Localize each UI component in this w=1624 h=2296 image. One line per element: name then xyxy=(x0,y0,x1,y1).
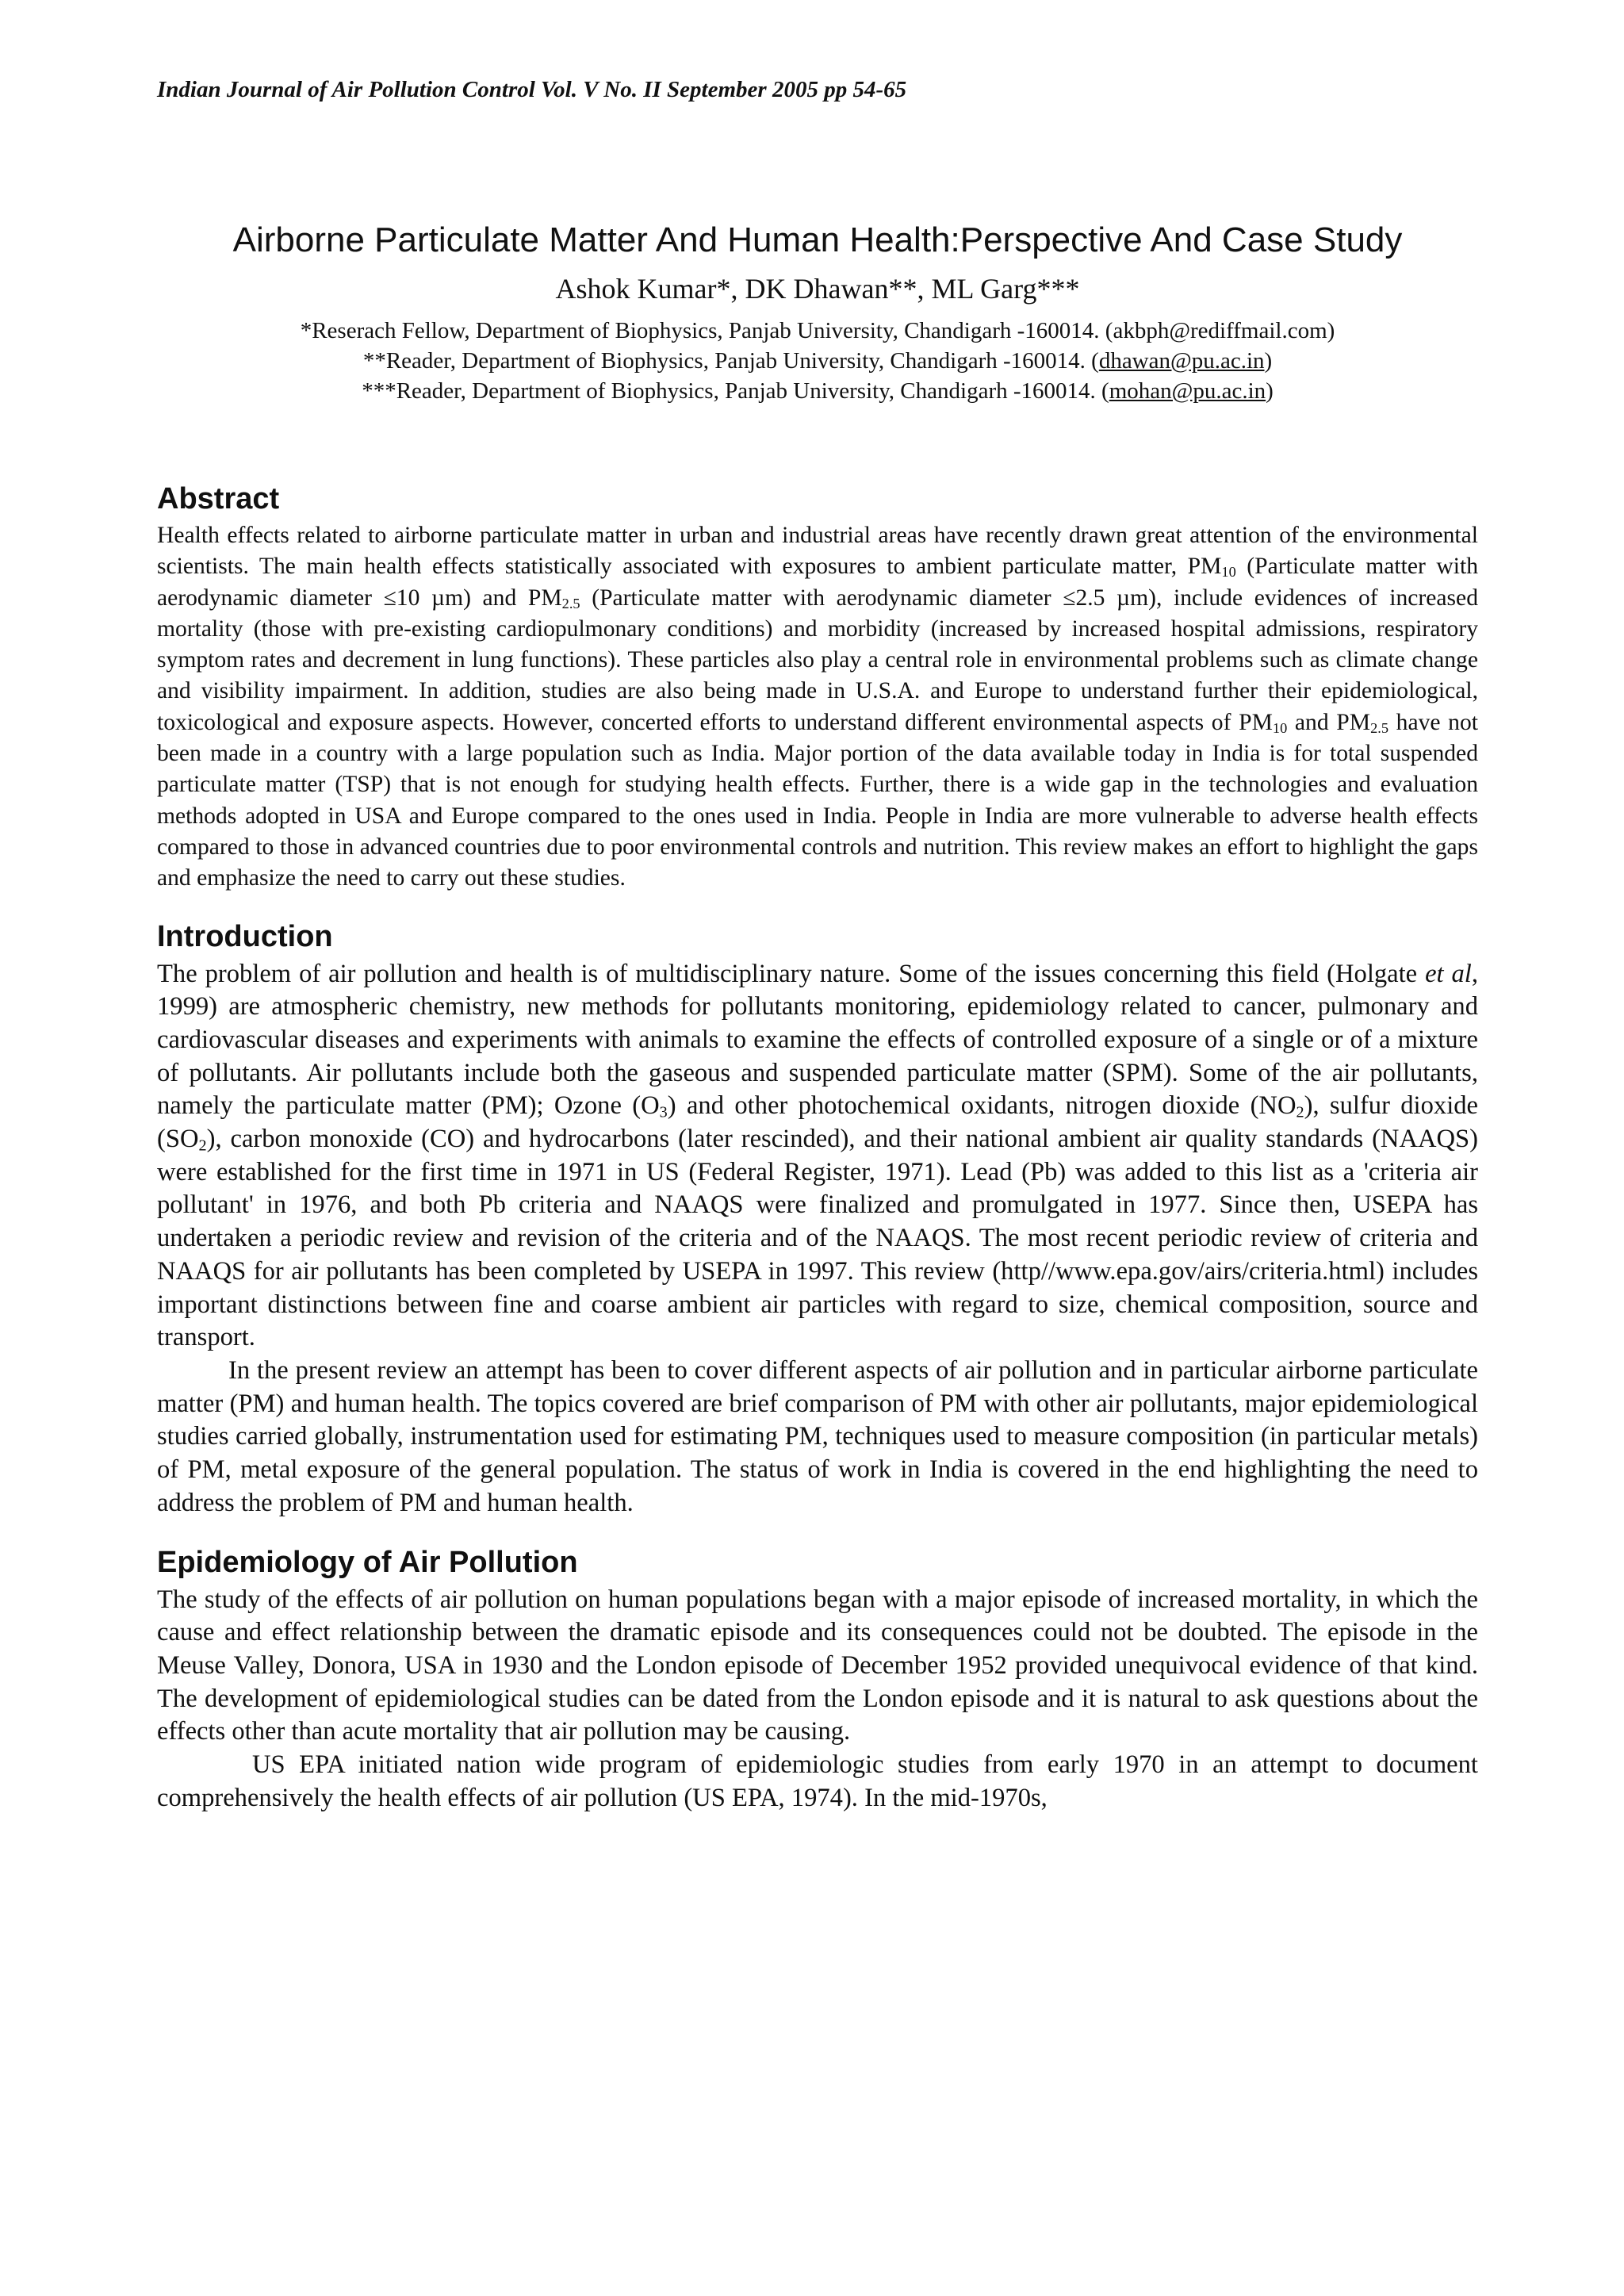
abstract-text-5: have not been made in a country with a large population such as India. Major portion of the data available today in India is for total suspended particulate matter (TSP) that is not enough for studying health effects. Further, there is a wide gap in the technologies and evaluation methods adopted in USA and Europe compared to the ones used in India. People in India are more vulnerable to adverse health effects compared to those in advanced countries due to poor environmental controls and nutrition. This review makes an effort to highlight the gaps and emphasize the need to carry out these studies. xyxy=(157,709,1478,891)
introduction-paragraph-1 xyxy=(157,958,1478,1355)
abstract-text-3: (Particulate matter with aerodynamic diameter ≤2.5 µm), include evidences of increased mortality (those with pre-existing cardiopulmonary conditions) and morbidity (increased by increased hospital admissions, respiratory symptom rates and decrement in lung functions). These particles also play a central role in environmental problems such as climate change and visibility impairment. In addition, studies are also being made in U.S.A. and Europe to understand further their epidemiological, toxicological and exposure aspects. However, concerted efforts to understand different environmental aspects of PM xyxy=(157,585,1478,735)
subscript: 2 xyxy=(198,1137,207,1155)
abstract-heading: Abstract xyxy=(157,482,280,516)
affiliation-2 xyxy=(157,346,1478,376)
intro-text-e: ), carbon monoxide (CO) and hydrocarbons (later rescinded), and their national ambient air quality standards (NAAQS) were established for the first time in 1971 in US (Federal Register, 1971). Lead (Pb) was added to this list as a 'criteria air pollutant' in 1976, and both Pb criteria and NAAQS were finalized and promulgated in 1977. Since then, USEPA has undertaken a periodic review and revision of the criteria and of the NAAQS. The most recent periodic review of criteria and NAAQS for air pollutants has been completed by USEPA in 1997. This review (http//www.epa.gov/airs/criteria.html) includes important distinctions between fine and coarse ambient air particles with regard to size, chemical composition, source and transport. xyxy=(157,1125,1478,1352)
intro-text-c: ) and other photochemical oxidants, nitrogen dioxide (NO xyxy=(667,1091,1297,1121)
subscript: 2.5 xyxy=(1370,719,1388,736)
subscript: 3 xyxy=(659,1103,668,1121)
subscript: 2 xyxy=(1296,1103,1304,1121)
paper-page xyxy=(157,76,1478,1815)
epidemiology-paragraph-2: US EPA initiated nation wide program of epidemiologic studies from early 1970 in an attempt to document comprehensively the health effects of air pollution (US EPA, 1974). In the mid-1970s, xyxy=(157,1750,1478,1812)
journal-header: Indian Journal of Air Pollution Control Vol. V No. II September 2005 pp 54-65 xyxy=(157,77,907,102)
affiliation-2-text: **Reader, Department of Biophysics, Panjab University, Chandigarh -160014. ( xyxy=(362,348,1099,374)
affiliation-2-close: ) xyxy=(1264,348,1273,374)
affiliation-3-text: ***Reader, Department of Biophysics, Panjab University, Chandigarh -160014. ( xyxy=(362,378,1109,404)
subscript: 2.5 xyxy=(561,595,580,611)
author-list: Ashok Kumar*, DK Dhawan**, ML Garg*** xyxy=(555,273,1080,305)
epidemiology-paragraph-1: The study of the effects of air pollution on human populations began with a major episode of increased mortality, in which the cause and effect relationship between the dramatic episode and its consequences could not be doubted. The episode in the Meuse Valley, Donora, USA in 1930 and the London episode of December 1952 provided unequivocal evidence of that kind. The development of epidemiological studies can be dated from the London episode and it is natural to ask questions about the effects other than acute mortality that air pollution may be causing. xyxy=(157,1585,1478,1746)
intro-text-b: , 1999) are atmospheric chemistry, new methods for pollutants monitoring, epidemiology related to cancer, pulmonary and cardiovascular diseases and experiments with animals to examine the effects of controlled exposure of a single or of a mixture of pollutants. Air pollutants include both the gaseous and suspended particulate matter (SPM). Some of the air pollutants, namely the particulate matter (PM); Ozone (O xyxy=(157,959,1478,1121)
affiliations xyxy=(157,316,1478,406)
intro-citation-italic: et al xyxy=(1425,959,1472,988)
abstract-text-1: Health effects related to airborne particulate matter in urban and industrial areas have recently drawn great attention of the environmental scientists. The main health effects statistically associated with exposures to ambient particulate matter, PM xyxy=(157,523,1478,580)
introduction-paragraph-2: In the present review an attempt has been to cover different aspects of air pollution and in particular airborne particulate matter (PM) and human health. The topics covered are brief comparison of PM with other air pollutants, major epidemiological studies carried globally, instrumentation used for estimating PM, techniques used to measure composition (in particular metals) of PM, metal exposure of the general population. The status of work in India is covered in the end highlighting the need to address the problem of PM and human health. xyxy=(157,1356,1478,1517)
affiliation-1: *Reserach Fellow, Department of Biophysics, Panjab University, Chandigarh -160014. (akbph@rediffmail.com) xyxy=(300,318,1335,343)
affiliation-3 xyxy=(157,376,1478,406)
abstract-paragraph xyxy=(157,520,1478,895)
epidemiology-heading: Epidemiology of Air Pollution xyxy=(157,1545,578,1579)
abstract-text-4: and PM xyxy=(1287,709,1371,735)
intro-text-d: ), sulfur dioxide (SO xyxy=(157,1091,1478,1154)
email-link-dhawan[interactable]: dhawan@pu.ac.in xyxy=(1098,348,1265,374)
subscript: 10 xyxy=(1221,564,1236,581)
introduction-heading: Introduction xyxy=(157,919,333,953)
intro-text-a: The problem of air pollution and health is of multidisciplinary nature. Some of the issues concerning this field (Holgate xyxy=(157,959,1426,988)
email-link-mohan[interactable]: mohan@pu.ac.in xyxy=(1109,378,1266,404)
affiliation-3-close: ) xyxy=(1266,378,1274,404)
subscript: 10 xyxy=(1272,719,1288,736)
paper-title: Airborne Particulate Matter And Human Health:Perspective And Case Study xyxy=(232,220,1403,259)
abstract-text-2: (Particulate matter with aerodynamic diameter ≤10 µm) and PM xyxy=(157,554,1478,611)
